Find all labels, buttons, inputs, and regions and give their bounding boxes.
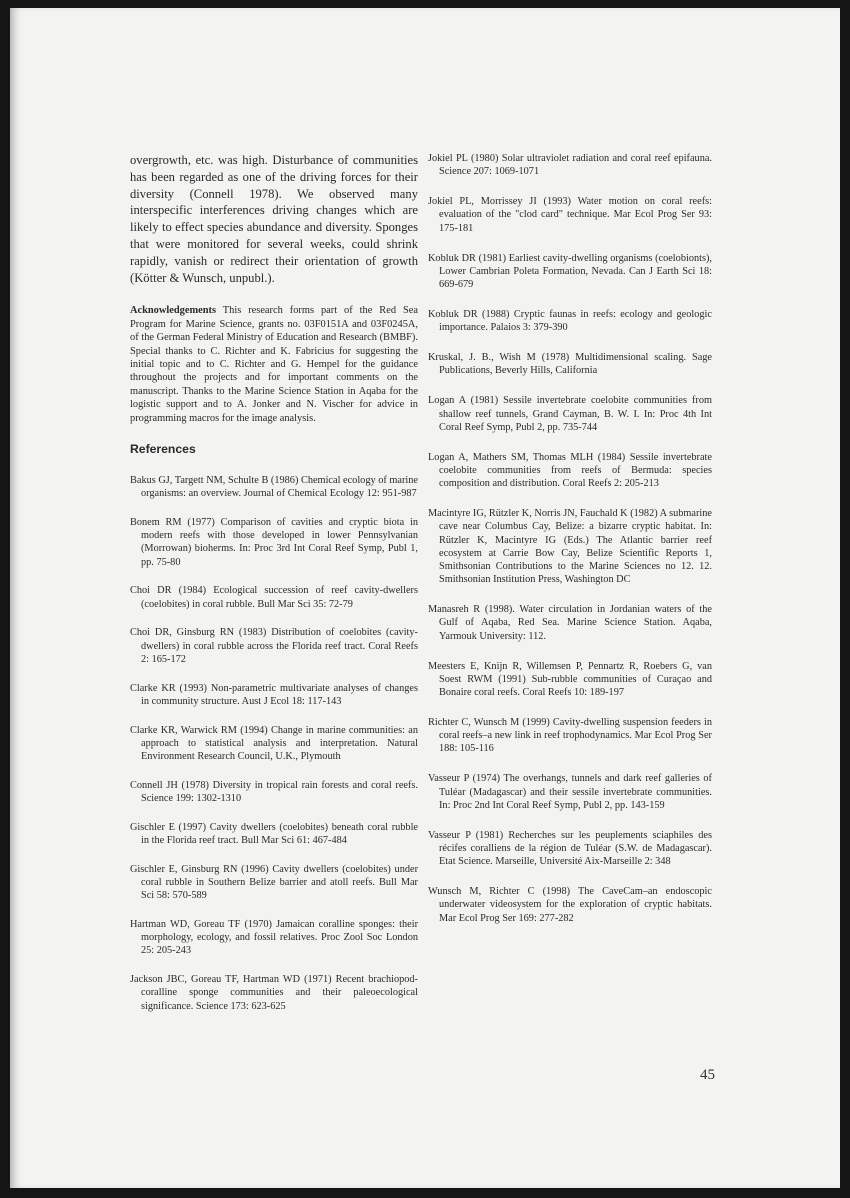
body-paragraph: overgrowth, etc. was high. Disturbance of communities has been regarded as one of the driving forces for their diversity (Connell 1978). We observed many interspecific interferences driving changes which are likely to effect species abundance and diversity. Sponges that were monitored for several weeks, could shrink rapidly, vanish or redirect their orientation of growth (Kötter & Wunsch, unpubl.).: [130, 153, 418, 285]
reference-item: Bonem RM (1977) Comparison of cavities and cryptic biota in modern reefs with those developed in lower Pennsylvanian (Morrowan) bioherms. In: Proc 3rd Int Coral Reef Symp, Publ 1, pp. 75-80: [130, 517, 418, 568]
reference-item: Connell JH (1978) Diversity in tropical rain forests and coral reefs. Science 199: 1302-1310: [130, 779, 418, 805]
references-heading: References: [130, 442, 196, 457]
reference-item: Macintyre IG, Rützler K, Norris JN, Fauchald K (1982) A submarine cave near Columbus Cay, Belize: a bizarre cryptic habitat. In: Rützler K, Macintyre IG (Eds.) The Atlantic barrier reef ecosystem at Carrie Bow Cay, Belize Scientific Reports 1, Smithsonian Contributions to the Marine Sciences no 12. 12. Smithsonian Institution Press, Washington DC: [428, 508, 712, 586]
reference-item: Choi DR (1984) Ecological succession of reef cavity-dwellers (coelobites) in coral rubble. Bull Mar Sci 35: 72-79: [130, 585, 418, 610]
reference-item: Kruskal, J. B., Wish M (1978) Multidimensional scaling. Sage Publications, Beverly Hills, California: [428, 352, 712, 377]
reference-item: Vasseur P (1981) Recherches sur les peuplements sciaphiles des récifes coralliens de la région de Tuléar (S.W. de Madagascar). Etat Science. Marseille, Université Aix-Marseille 2: 348: [428, 829, 712, 868]
reference-item: Kobluk DR (1981) Earliest cavity-dwelling organisms (coelobionts), Lower Cambrian Poleta Formation, Nevada. Can J Earth Sci 18: 669-679: [428, 252, 712, 291]
reference-item: Jackson JBC, Goreau TF, Hartman WD (1971) Recent brachiopod-coralline sponge communities and their paleoecological significance. Science 173: 623-625: [130, 974, 418, 1012]
reference-item: Kobluk DR (1988) Cryptic faunas in reefs: ecology and geologic importance. Palaios 3: 379-390: [428, 309, 712, 334]
reference-item: Bakus GJ, Targett NM, Schulte B (1986) Chemical ecology of marine organisms: an overview. Journal of Chemical Ecology 12: 951-987: [130, 475, 418, 500]
reference-item: Gischler E (1997) Cavity dwellers (coelobites) beneath coral rubble in the Florida reef tract. Bull Mar Sci 61: 467-484: [130, 821, 418, 847]
left-column: [130, 152, 418, 1028]
reference-item: Choi DR, Ginsburg RN (1983) Distribution of coelobites (cavity-dwellers) in coral rubble across the Florida reef tract. Coral Reefs 2: 165-172: [130, 627, 418, 665]
reference-item: Logan A, Mathers SM, Thomas MLH (1984) Sessile invertebrate coelobite communities from reefs of Bermuda: species composition and distribution. Coral Reefs 2: 205-213: [428, 451, 712, 490]
reference-item: Logan A (1981) Sessile invertebrate coelobite communities from shallow reef tunnels, Grand Cayman, B. W. I. In: Proc 4th Int Coral Reef Symp, Publ 2, pp. 735-744: [428, 395, 712, 433]
reference-item: Meesters E, Knijn R, Willemsen P, Pennartz R, Roebers G, van Soest RWM (1991) Sub-rubble communities of Curaçao and Bonaire coral reefs. Coral Reefs 10: 189-197: [428, 660, 712, 699]
reference-item: Clarke KR (1993) Non-parametric multivariate analyses of changes in community structure. Aust J Ecol 18: 117-143: [130, 682, 418, 707]
page-number: 45: [700, 1067, 715, 1083]
reference-item: Jokiel PL (1980) Solar ultraviolet radiation and coral reef epifauna. Science 207: 1069-1071: [428, 153, 712, 178]
document-page: [10, 8, 840, 1188]
reference-item: Wunsch M, Richter C (1998) The CaveCam–an endoscopic underwater videosystem for the exploration of cryptic habitats. Mar Ecol Prog Ser 169: 277-282: [428, 886, 712, 924]
reference-item: Jokiel PL, Morrissey JI (1993) Water motion on coral reefs: evaluation of the "clod card" technique. Mar Ecol Prog Ser 93: 175-181: [428, 196, 712, 234]
acknowledgements: [130, 304, 418, 425]
reference-item: Gischler E, Ginsburg RN (1996) Cavity dwellers (coelobites) under coral rubble in Southern Belize barrier and atoll reefs. Bull Mar Sci 58: 570-589: [130, 863, 418, 902]
right-column: [428, 152, 712, 942]
reference-item: Richter C, Wunsch M (1999) Cavity-dwelling suspension feeders in coral reefs–a new link in reef trophodynamics. Mar Ecol Prog Ser 188: 105-116: [428, 717, 712, 755]
reference-item: Vasseur P (1974) The overhangs, tunnels and dark reef galleries of Tuléar (Madagascar) and their sessile invertebrate communities. In: Proc 2nd Int Coral Reef Symp, Publ 2, pp. 143-159: [428, 773, 712, 811]
reference-item: Clarke KR, Warwick RM (1994) Change in marine communities: an approach to statistical analysis and interpretation. Natural Environment Research Council, U.K., Plymouth: [130, 724, 418, 763]
reference-item: Hartman WD, Goreau TF (1970) Jamaican coralline sponges: their morphology, ecology, and fossil relatives. Proc Zool Soc London 25: 205-243: [130, 919, 418, 957]
acknowledgements-heading: Acknowledgements: [130, 305, 217, 317]
reference-item: Manasreh R (1998). Water circulation in Jordanian waters of the Gulf of Aqaba, Red Sea. Marine Science Station. Aqaba, Yarmouk University: 112.: [428, 604, 712, 642]
acknowledgements-text: This research forms part of the Red Sea Program for Marine Science, grants no. 03F0151A and 03F0245A, of the German Federal Ministry of Education and Research (BMBF). Special thanks to C. Richter and K. Fabricius for suggesting the initial topic and to C. Richter and G. Hempel for the guidance throughout the projects and for important comments on the manuscript. Thanks to the Marine Science Station in Aqaba for the logistic support and to A. Jonker and N. Vischer for advice in programming macros for the image analysis.: [130, 305, 418, 424]
